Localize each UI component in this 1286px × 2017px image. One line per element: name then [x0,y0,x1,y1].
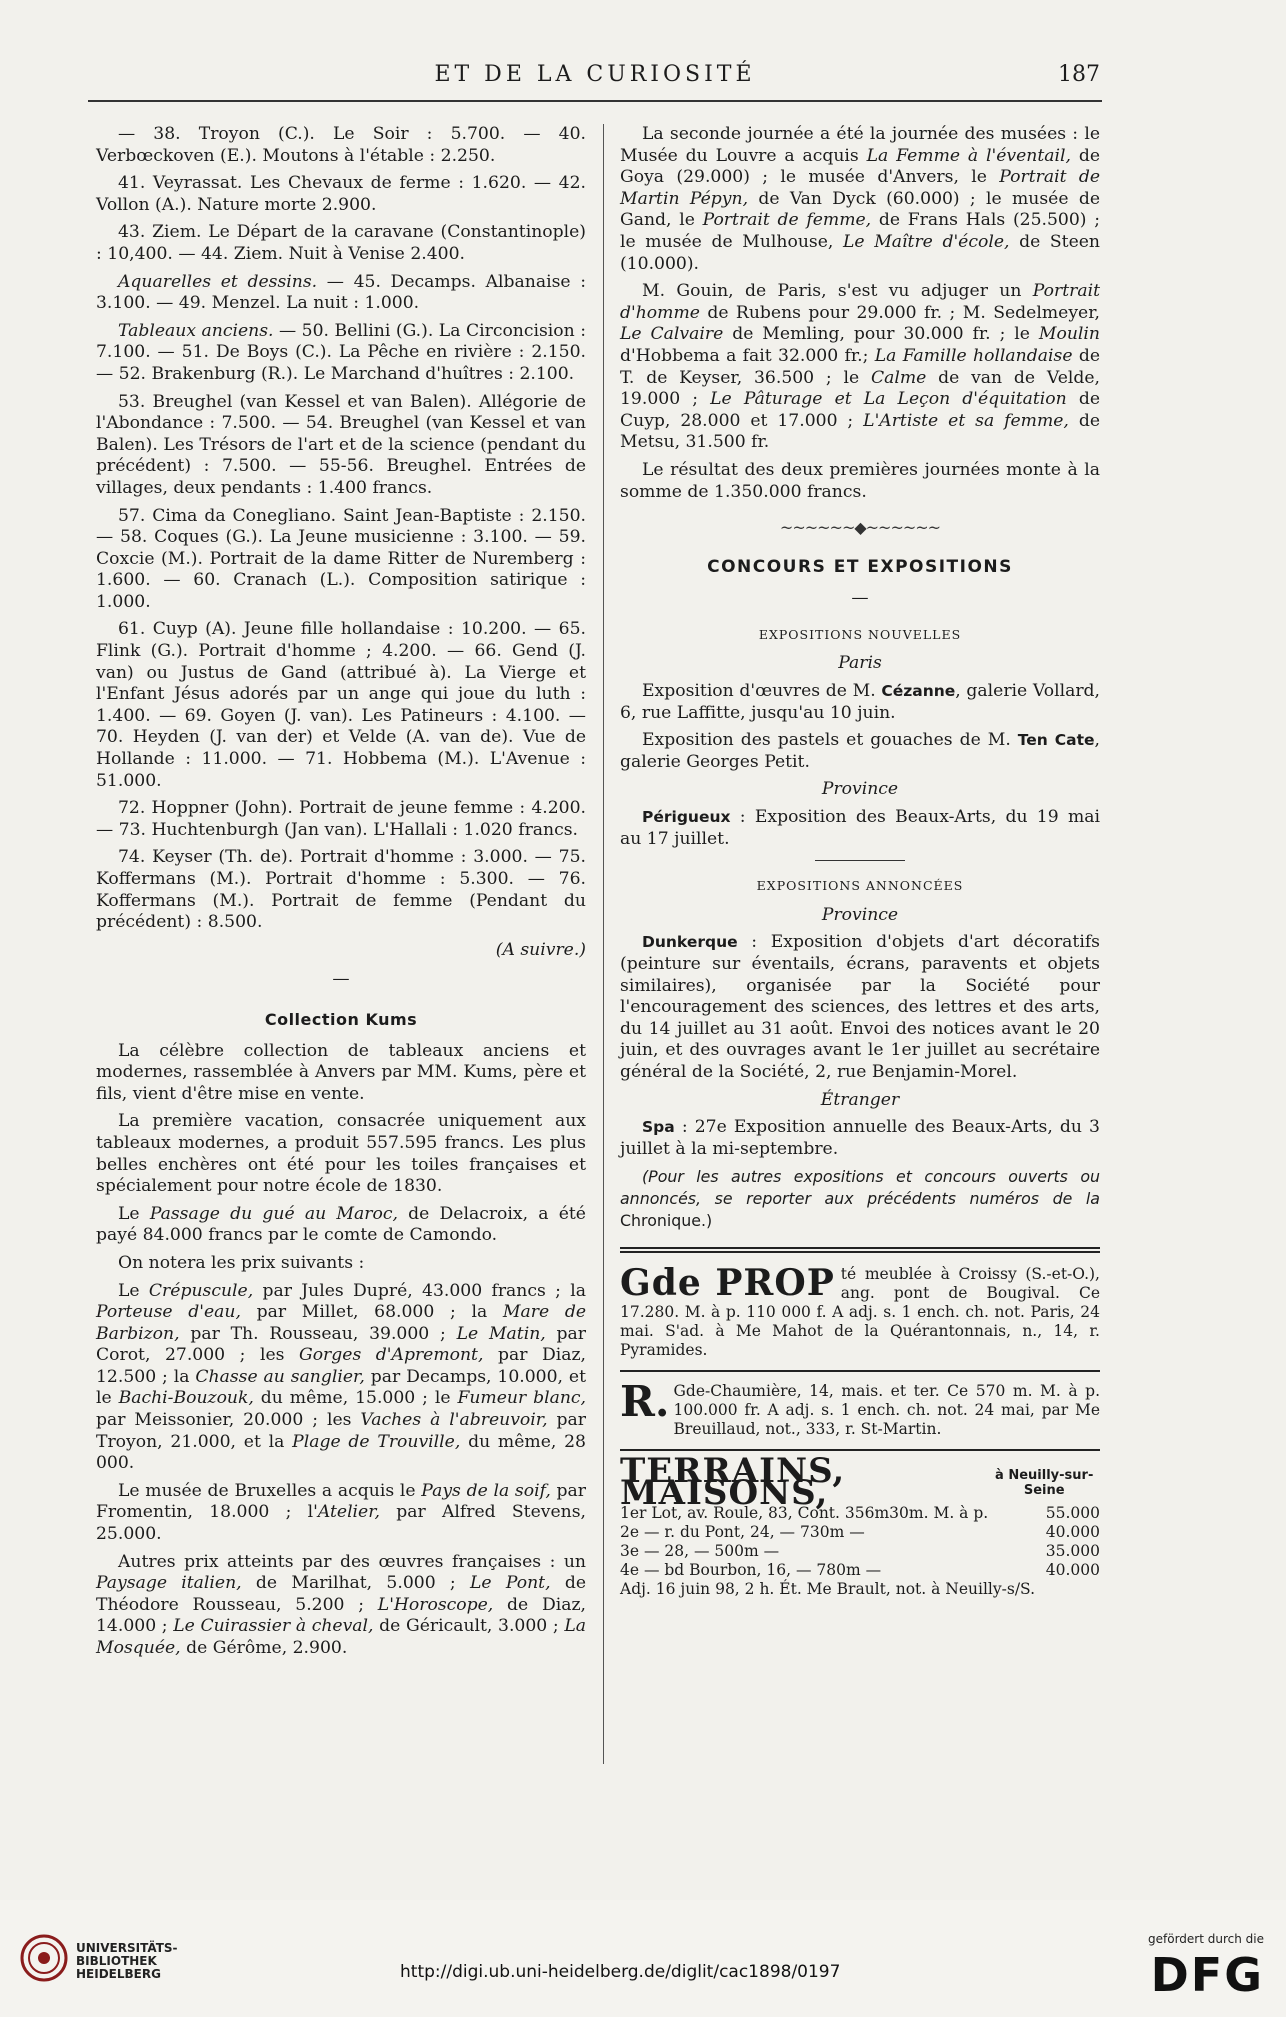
paragraph: 61. Cuyp (A). Jeune fille hollandaise : 10.200. — 65. Flink (G.). Portrait d'homme ; 4.200. — 66. Gend (J. van) ou Justus de Gand (attribué à). La Vierge et l'Enfant Jésus adorés par un ange qui joue du luth : 1.400. — 69. Goyen (J. van). Les Patineurs : 4.100. — 70. Heyden (J. van der) et Velde (A. van de). Vue de Hollande : 11.000. — 71. Hobbema (M.). L'Avenue : 51.000. [96,619,586,791]
text: de Steen (10.000). [620,231,1100,274]
short-rule [815,860,905,861]
separator-dash: — [332,969,350,990]
lot-desc: 2e — r. du Pont, 24, — 730m — [620,1523,865,1542]
text: Autres prix atteints par des œuvres françaises : un [118,1551,586,1572]
note-paragraph [620,1166,1100,1231]
text: de Marilhat, 5.000 ; [241,1573,470,1594]
italic-text: Bachi-Bouzouk, [118,1388,254,1409]
text: de Théodore Rousseau, 5.200 ; [96,1573,586,1615]
paragraph: La célèbre collection de tableaux anciens et modernes, rassemblée à Anvers par MM. Kums, père et fils, vient d'être mise en vente. [96,1040,586,1104]
ad-headline: Gde PROP [620,1262,835,1305]
paragraph: 57. Cima da Conegliano. Saint Jean-Baptiste : 2.150. — 58. Coques (G.). La Jeune musicienne : 3.100. — 59. Coxcie (M.). Portrait de la dame Ritter de Nuremberg : 1.600. — 60. Cranach (L.). Composition satirique : 1.000. [96,505,586,612]
text: M. Gouin, de Paris, s'est vu adjuger un [642,281,1033,302]
text: par Millet, 68.000 ; la [240,1302,503,1323]
paragraph: La première vacation, consacrée uniquement aux tableaux modernes, a produit 557.595 francs. Les plus belles enchères ont été pour les toiles françaises et spécialement pour notre école de 1830. [96,1111,586,1197]
italic-text: Mare de Barbizon, [96,1302,586,1344]
university-seal-icon [20,1934,68,1982]
paragraph [620,681,1100,724]
italic-text: Crépuscule, [148,1280,254,1301]
paragraph: 43. Ziem. Le Départ de la caravane (Constantinople) : 10,400. — 44. Ziem. Nuit à Venise 2.400. [96,222,586,264]
lot-price: 40.000 [1045,1523,1100,1542]
text: : Exposition des Beaux-Arts, du 19 mai au 17 juillet. [620,807,1100,849]
bold-text: Spa [642,1118,675,1137]
text: par Fromentin, 18.000 ; l' [96,1480,586,1523]
text: de Géricault, 3.000 ; [373,1616,565,1637]
lots-table [620,1504,1100,1580]
italic-text: Calme [870,367,927,388]
paragraph [96,1281,586,1475]
to-be-continued [96,940,586,962]
text: : Exposition d'objets d'art décoratifs (peinture sur éventails, écrans, paravents et objets similaires), organisée par la Société pour l'encouragement des sciences, des lettres et des arts, du 14 juillet au 31 août. Envoi des notices avant le 20 juin, et des ouvrages avant le 1er juillet au secrétaire général de la Société, 2, rue Benjamin-Morel. [620,932,1100,1082]
text: du même, 28 000. [96,1431,586,1474]
text: : 27e Exposition annuelle des Beaux-Arts, du 3 juillet à la mi-septembre. [620,1117,1100,1159]
bold-text: Cézanne [881,682,956,701]
paragraph [96,1481,586,1546]
lot-price: 40.000 [1045,1561,1100,1580]
italic-text: La Famille hollandaise [874,345,1073,366]
classified-ad [620,1262,1100,1360]
text: par Decamps, 10.000, et le [96,1366,586,1409]
italic-text: Le Maître d'école, [842,231,1010,252]
left-column [96,124,586,1666]
paragraph [96,321,586,386]
ad-text: té meublée à Croissy (S.-et-O.), ang. pont de Bougival. Ce 17.280. M. à p. 110 000 f. A adj. s. 1 ench. ch. not. Paris, 24 mai. S'ad. à Me Mahot de la Quérantonnais, n., 14, r. Pyramides. [620,1265,1100,1360]
ad-headline: R. [620,1377,670,1427]
text: par Th. Rousseau, 39.000 ; [179,1323,457,1344]
lot-price: 55.000 [1045,1504,1100,1523]
subsection-title: EXPOSITIONS NOUVELLES [758,626,962,642]
footer-bar [0,1900,1286,2017]
ornament-divider: ~~~~~~◆~~~~~~ [779,518,941,538]
column-divider [603,124,604,1764]
text: BIBLIOTHEK [76,1954,157,1968]
place-heading: Province [821,779,899,800]
text: de Goya (29.000) ; le musée d'Anvers, le [620,145,1100,188]
bold-text: Dunkerque [642,933,738,952]
text: Le [118,1203,150,1224]
ad-text: Gde-Chaumière, 14, mais. et ter. Ce 570 m. M. à p. 100.000 fr. A adj. s. 1 ench. ch. not. 24 mai, par Me Breuillaud, not., 333, r. St-Martin. [673,1382,1100,1439]
text: — 45. Decamps. Albanaise : 3.100. — 49. Menzel. La nuit : 1.000. [96,271,586,314]
paragraph [96,272,586,315]
bold-text: Ten Cate [1017,731,1095,750]
italic-text: Portrait de Martin Pépyn, [620,167,1101,209]
text: — 50. Bellini (G.). La Circoncision : 7.100. — 51. De Boys (C.). La Pêche en rivière : 2.150. — 52. Brakenburg (R.). Le Marchand d'huîtres : 2.100. [96,320,587,384]
text: de Rubens pour 29.000 fr. ; M. Sedelmeyer, [699,302,1100,323]
header-rule [88,100,1102,102]
section-title: Collection Kums [264,1009,418,1029]
italic-text: Le Pâturage et La Leçon d'équitation [710,389,1067,410]
table-row [620,1504,1100,1523]
text: par Corot, 27.000 ; les [96,1323,586,1366]
italic-text: La Mosquée, [96,1616,586,1658]
text: par Alfred Stevens, 25.000. [96,1502,586,1545]
place-heading: Étranger [820,1089,900,1110]
text: Exposition des pastels et gouaches de M. [642,730,1018,751]
running-header [90,58,1100,98]
text: de Metsu, 31.500 fr. [620,410,1101,453]
italic-text: Aquarelles et dessins. [118,271,318,292]
italic-text: Vaches à l'abreuvoir, [360,1410,548,1431]
source-url[interactable]: http://digi.ub.uni-heidelberg.de/diglit/cac1898/0197 [400,1962,841,1982]
paragraph [620,932,1100,1083]
section-title: CONCOURS ET EXPOSITIONS [707,556,1013,577]
ad-footer-line: Adj. 16 juin 98, 2 h. Ét. Me Brault, not. à Neuilly-s/S. [620,1580,1036,1599]
text: UNIVERSITÄTS- [76,1941,178,1955]
paragraph: Le résultat des deux premières journées monte à la somme de 1.350.000 francs. [620,459,1100,502]
funding-note: gefördert durch die [1148,1932,1264,1946]
italic-text: Moulin [1038,324,1100,345]
paragraph: — 38. Troyon (C.). Le Soir : 5.700. — 40. Verbœckoven (E.). Moutons à l'étable : 2.250. [96,124,586,166]
text: de Frans Hals (25.500) ; le musée de Mulhouse, [620,210,1100,252]
text: Le musée de Bruxelles a acquis le [118,1480,422,1501]
bold-text: Périgueux [642,808,731,827]
italic-text: Portrait de femme, [702,210,872,231]
header-title: ET DE LA CURIOSITÉ [434,62,756,87]
paragraph: 74. Keyser (Th. de). Portrait d'homme : 3.000. — 75. Koffermans (M.). Portrait d'homme : 5.300. — 76. Koffermans (M.). Portrait de femme (Pendant du précédent) : 8.500. [96,847,586,933]
text: de van de Velde, 19.000 ; [620,367,1100,410]
place-heading: Paris [838,653,882,674]
paragraph [96,1204,586,1247]
italic-text: Portrait d'homme [620,281,1100,323]
text: , galerie Georges Petit. [620,730,1100,772]
paragraph: On notera les prix suivants : [118,1252,365,1273]
text: par Diaz, 12.500 ; la [96,1345,586,1387]
text: HEIDELBERG [76,1967,161,1981]
text: La seconde journée a été la journée des musées : le Musée du Louvre a acquis [620,124,1100,166]
lot-price: 35.000 [1045,1542,1100,1561]
text: , galerie Vollard, 6, rue Laffitte, jusqu'au 10 juin. [620,681,1100,723]
dfg-logo: DFG [1150,1948,1264,2002]
text: (Pour les autres expositions et concours ouverts ou annoncés, se reporter aux précédents numéros de la [620,1167,1100,1208]
text: par Troyon, 21.000, et la [96,1410,586,1452]
text: de T. de Keyser, 36.500 ; le [620,345,1100,388]
paragraph [96,1552,586,1660]
lot-desc: 4e — bd Bourbon, 16, — 780m — [620,1561,882,1580]
italic-text: Pays de la soif, [421,1480,551,1501]
table-row [620,1523,1100,1542]
right-column [620,124,1100,1599]
lot-desc: 1er Lot, av. Roule, 83, Cont. 356m30m. M. à p. [620,1504,989,1523]
text: d'Hobbema a fait 32.000 fr.; [620,345,875,366]
italic-text: Porteuse d'eau, [96,1302,241,1323]
text: de Gérôme, 2.900. [180,1638,348,1658]
paragraph [620,124,1100,275]
italic-text: Atelier, [317,1502,381,1523]
italic-text: Le Cuirassier à cheval, [173,1616,374,1637]
italic-text: Passage du gué au Maroc, [149,1203,398,1224]
italic-text: La Femme à l'éventail, [866,145,1071,166]
italic-text: Fumeur blanc, [457,1388,587,1409]
place-heading: Province [821,904,899,925]
paragraph: 72. Hoppner (John). Portrait de jeune femme : 4.200. — 73. Huchtenburgh (Jan van). L'Hallali : 1.020 francs. [96,798,586,840]
paragraph [620,281,1100,454]
separator-dash: — [851,588,869,609]
text: du même, 15.000 ; le [253,1388,458,1409]
paragraph: 53. Breughel (van Kessel et van Balen). Allégorie de l'Abondance : 7.500. — 54. Breughel (van Kessel et van Balen). Les Trésors de l'art et de la science (pendant du précédent) : 7.500. — 55-56. Breughel. Entrées de villages, deux pendants : 1.400 francs. [96,391,586,498]
page-number: 187 [1058,62,1100,87]
text: de Cuyp, 28.000 et 17.000 ; [620,389,1100,431]
italic-text: Chasse au sanglier, [195,1366,365,1387]
paragraph [620,1117,1100,1160]
italic-text: Le Pont, [470,1573,551,1594]
paragraph [620,730,1100,773]
classified-ad [620,1377,1100,1439]
text: Le [118,1280,149,1301]
subsection-title: EXPOSITIONS ANNONCÉES [756,878,964,894]
ad-rule [620,1370,1100,1372]
text: de Diaz, 14.000 ; [96,1594,586,1637]
text: par Jules Dupré, 43.000 francs ; la [253,1280,586,1301]
italic-text: (A suivre.) [495,939,586,960]
italic-text: Paysage italien, [96,1573,242,1594]
text: par Meissonier, 20.000 ; les [96,1410,361,1431]
italic-text: Tableaux anciens. [118,320,274,341]
italic-text: Le Matin, [456,1323,546,1344]
italic-text: Le Calvaire [620,324,724,345]
paragraph [620,807,1100,850]
text: de Memling, pour 30.000 fr. ; le [723,324,1039,345]
text: de Van Dyck (60.000) ; le musée de Gand, le [620,188,1100,231]
lot-desc: 3e — 28, — 500m — [620,1542,780,1561]
table-row [620,1542,1100,1561]
italic-text: Plage de Trouville, [292,1431,461,1452]
university-name [76,1942,178,1981]
text: Chronique.) [620,1210,713,1230]
ad-location: à Neuilly-sur-Seine [995,1467,1094,1498]
italic-text: L'Horoscope, [377,1594,494,1615]
text: de Delacroix, a été payé 84.000 francs par le comte de Camondo. [96,1203,586,1246]
ads-rule [620,1247,1100,1253]
ad-header [620,1451,1100,1513]
paragraph: 41. Veyrassat. Les Chevaux de ferme : 1.620. — 42. Vollon (A.). Nature morte 2.900. [96,173,586,215]
italic-text: Gorges d'Apremont, [298,1345,484,1366]
italic-text: L'Artiste et sa femme, [863,410,1069,431]
table-row [620,1561,1100,1580]
ad-headline: TERRAINS, MAISONS, [620,1451,846,1513]
text: Exposition d'œuvres de M. [642,681,882,702]
